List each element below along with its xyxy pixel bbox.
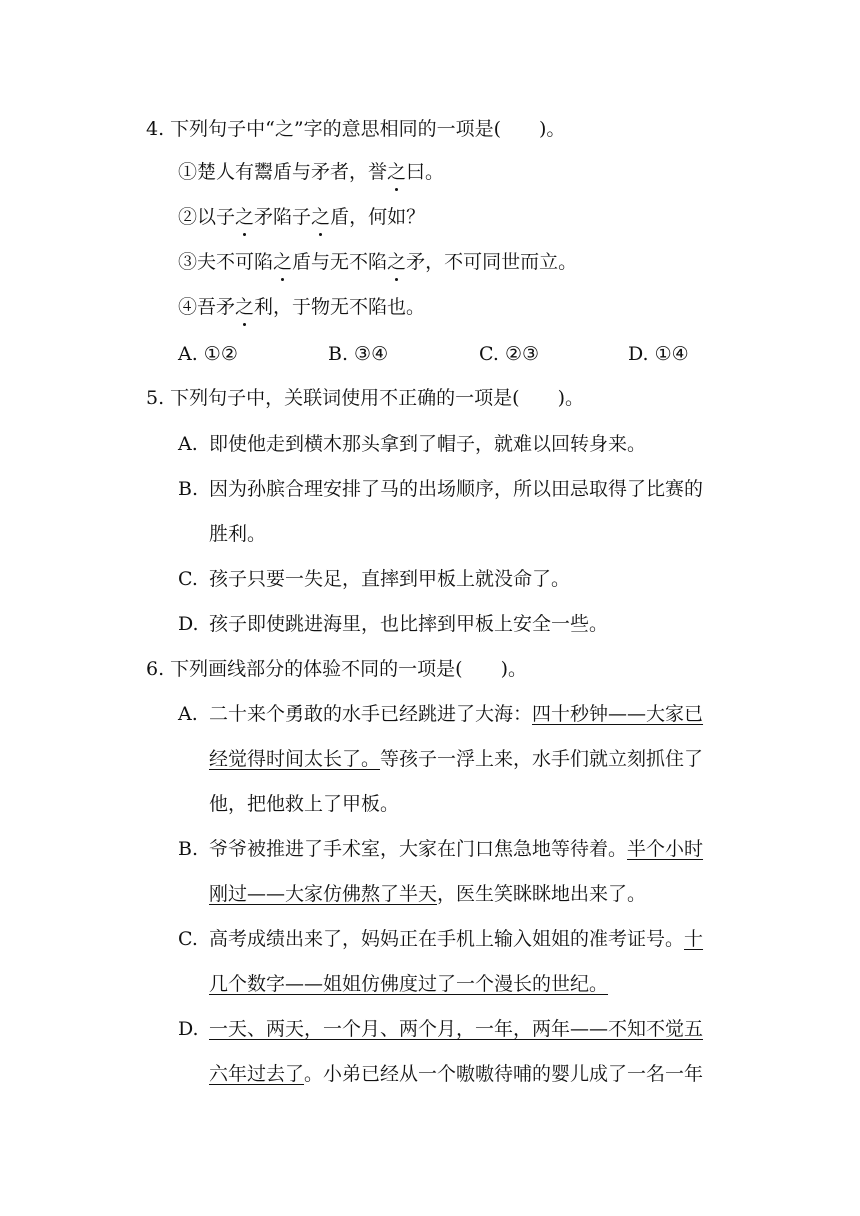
q6-option-a-line3: 他，把他救上了甲板。 xyxy=(209,793,400,815)
q6-option-d-letter[interactable]: D. xyxy=(178,1018,199,1040)
underlined-text: 一天、两天，一个月、两个月，一年，两年——不知不觉五 xyxy=(209,1018,704,1040)
q5-option-b-text-line1: 因为孙膑合理安排了马的出场顺序，所以田忌取得了比赛的 xyxy=(209,478,704,500)
q4-sentence-4: ④吾矛之利，于物无不陷也。 xyxy=(178,296,426,318)
q5-option-c-text: 孩子只要一失足，直摔到甲板上就没命了。 xyxy=(209,568,571,590)
q6-option-c-line2 xyxy=(209,971,608,997)
q6-option-d-line1 xyxy=(209,1016,703,1042)
q4-option-c[interactable]: C. ②③ xyxy=(479,343,540,365)
emphasis-mark: 之 xyxy=(387,251,407,273)
q6-option-d-line2: 六年过去了。小弟已经从一个嗷嗷待哺的婴儿成了一名一年 xyxy=(209,1063,704,1085)
emphasis-mark: 之 xyxy=(311,206,331,228)
underlined-text: 六年过去了 xyxy=(209,1063,305,1085)
q4-option-a[interactable]: A. ①② xyxy=(178,343,238,365)
q6-option-a-letter[interactable]: A. xyxy=(178,703,198,725)
q5-option-d-letter[interactable]: D. xyxy=(178,613,199,635)
emphasis-mark: 之 xyxy=(235,206,255,228)
q4-sentence-3: ③夫不可陷之盾与无不陷之矛，不可同世而立。 xyxy=(178,251,578,273)
q6-stem: 6. 下列画线部分的体验不同的一项是( )。 xyxy=(146,658,527,680)
q5-option-a-text: 即使他走到横木那头拿到了帽子，就难以回转身来。 xyxy=(209,433,647,455)
underlined-text: 刚过——大家仿佛熬了半天 xyxy=(209,883,438,905)
q6-option-a-line1: 二十来个勇敢的水手已经跳进了大海：四十秒钟——大家已 xyxy=(209,703,704,725)
emphasis-mark: 之 xyxy=(273,251,293,273)
q4-stem: 4. 下列句子中“之”字的意思相同的一项是( )。 xyxy=(146,118,566,140)
q6-option-c-line1: 高考成绩出来了，妈妈正在手机上输入姐姐的准考证号。十 xyxy=(209,928,704,950)
q5-option-a-letter[interactable]: A. xyxy=(178,433,198,455)
q4-sentence-1: ①楚人有鬻盾与矛者，誉之曰。 xyxy=(178,161,445,183)
underlined-text: 十 xyxy=(684,928,704,950)
q6-option-c-letter[interactable]: C. xyxy=(178,928,198,950)
q5-stem: 5. 下列句子中，关联词使用不正确的一项是( )。 xyxy=(146,387,584,409)
q5-option-b-letter[interactable]: B. xyxy=(178,478,199,500)
emphasis-mark: 之 xyxy=(387,161,407,183)
q6-option-b-letter[interactable]: B. xyxy=(178,838,199,860)
q5-option-c-letter[interactable]: C. xyxy=(178,568,198,590)
underlined-text: 半个小时 xyxy=(627,838,704,860)
q4-option-b[interactable]: B. ③④ xyxy=(328,343,389,365)
q5-option-d-text: 孩子即使跳进海里，也比摔到甲板上安全一些。 xyxy=(209,613,609,635)
q5-option-b-text-line2: 胜利。 xyxy=(209,523,267,545)
q6-option-a-line2: 经觉得时间太长了。等孩子一浮上来，水手们就立刻抓住了 xyxy=(209,748,704,770)
q6-option-b-line2: 刚过——大家仿佛熬了半天，医生笑眯眯地出来了。 xyxy=(209,883,647,905)
underlined-text: 经觉得时间太长了。 xyxy=(209,748,381,770)
q4-sentence-2: ②以子之矛陷子之盾，何如？ xyxy=(178,206,426,228)
q4-option-d[interactable]: D. ①④ xyxy=(628,343,689,365)
underlined-text: 几个数字——姐姐仿佛度过了一个漫长的世纪。 xyxy=(209,973,609,995)
emphasis-mark: 之 xyxy=(235,296,255,318)
q6-option-b-line1: 爷爷被推进了手术室，大家在门口焦急地等待着。半个小时 xyxy=(209,838,704,860)
underlined-text: 四十秒钟——大家已 xyxy=(532,703,704,725)
